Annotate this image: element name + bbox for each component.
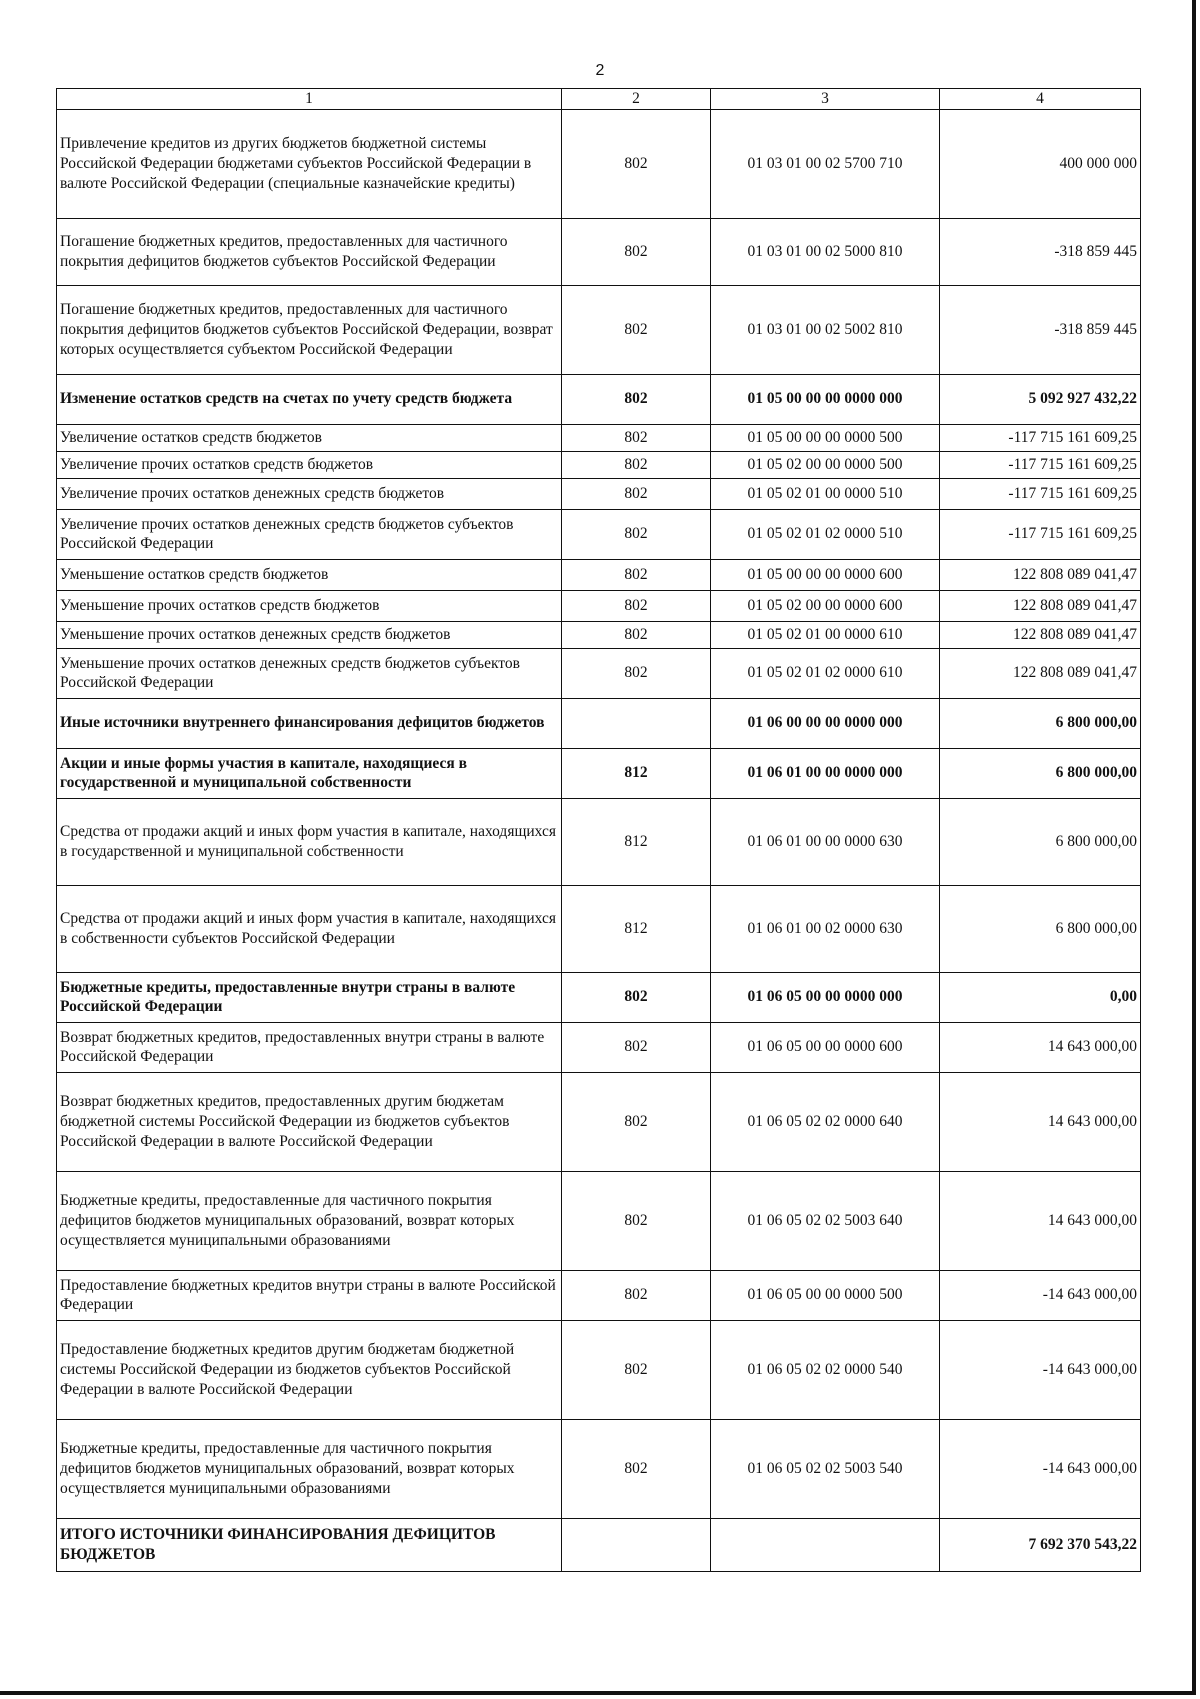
row-amount: -14 643 000,00: [940, 1320, 1141, 1419]
table-total-row: [57, 1518, 1141, 1571]
row-admin-code: 802: [562, 285, 711, 374]
row-budget-code: 01 06 05 00 00 0000 000: [711, 972, 940, 1022]
row-name: Возврат бюджетных кредитов, предоставленных другим бюджетам бюджетной системы Российской Федерации из бюджетов субъектов Российской Федерации в валюте Российской Федерации: [57, 1072, 562, 1171]
table-row: [57, 451, 1141, 478]
row-name: Бюджетные кредиты, предоставленные для частичного покрытия дефицитов бюджетов муниципальных образований, возврат которых осуществляется муниципальными образованиями: [57, 1171, 562, 1270]
row-amount: -14 643 000,00: [940, 1419, 1141, 1518]
table-row: [57, 285, 1141, 374]
row-admin-code: 812: [562, 798, 711, 885]
row-budget-code: 01 05 02 01 00 0000 510: [711, 478, 940, 509]
row-admin-code: 802: [562, 559, 711, 590]
row-admin-code: 802: [562, 1419, 711, 1518]
row-name: Уменьшение остатков средств бюджетов: [57, 559, 562, 590]
row-budget-code: 01 05 02 01 00 0000 610: [711, 621, 940, 648]
row-budget-code: 01 06 01 00 02 0000 630: [711, 885, 940, 972]
row-name: Бюджетные кредиты, предоставленные для частичного покрытия дефицитов бюджетов муниципальных образований, возврат которых осуществляется муниципальными образованиями: [57, 1419, 562, 1518]
row-admin-code: 802: [562, 1270, 711, 1320]
row-budget-code: 01 06 05 02 02 0000 640: [711, 1072, 940, 1171]
row-name: ИТОГО ИСТОЧНИКИ ФИНАНСИРОВАНИЯ ДЕФИЦИТОВ БЮДЖЕТОВ: [57, 1518, 562, 1571]
row-admin-code: 802: [562, 1072, 711, 1171]
row-budget-code: 01 03 01 00 02 5002 810: [711, 285, 940, 374]
column-header-amount: 4: [940, 89, 1141, 110]
row-budget-code: 01 05 02 01 02 0000 510: [711, 509, 940, 559]
row-name: Погашение бюджетных кредитов, предоставленных для частичного покрытия дефицитов бюджетов субъектов Российской Федерации, возврат которых осуществляется субъектом Российской Федерации: [57, 285, 562, 374]
table-header-row: [57, 89, 1141, 110]
row-name: Уменьшение прочих остатков денежных средств бюджетов субъектов Российской Федерации: [57, 648, 562, 698]
row-name: Средства от продажи акций и иных форм участия в капитале, находящихся в собственности субъектов Российской Федерации: [57, 885, 562, 972]
row-amount: -117 715 161 609,25: [940, 509, 1141, 559]
table-row: [57, 1171, 1141, 1270]
row-name: Акции и иные формы участия в капитале, находящиеся в государственной и муниципальной собственности: [57, 748, 562, 798]
row-budget-code: 01 05 02 01 02 0000 610: [711, 648, 940, 698]
row-amount: -117 715 161 609,25: [940, 424, 1141, 451]
table-row: [57, 424, 1141, 451]
column-header-admin: 2: [562, 89, 711, 110]
row-name: Уменьшение прочих остатков средств бюджетов: [57, 590, 562, 621]
table-row: [57, 648, 1141, 698]
table-row: [57, 509, 1141, 559]
row-amount: 122 808 089 041,47: [940, 559, 1141, 590]
row-budget-code: 01 05 00 00 00 0000 000: [711, 374, 940, 424]
row-budget-code: 01 06 05 02 02 5003 540: [711, 1419, 940, 1518]
row-admin-code: 802: [562, 621, 711, 648]
row-budget-code: 01 05 02 00 00 0000 500: [711, 451, 940, 478]
row-admin-code: 802: [562, 1320, 711, 1419]
table-row: [57, 798, 1141, 885]
row-name: Увеличение прочих остатков денежных средств бюджетов: [57, 478, 562, 509]
page-number: 2: [595, 62, 605, 79]
row-amount: 122 808 089 041,47: [940, 648, 1141, 698]
row-amount: -14 643 000,00: [940, 1270, 1141, 1320]
row-admin-code: 802: [562, 218, 711, 285]
row-name: Погашение бюджетных кредитов, предоставленных для частичного покрытия дефицитов бюджетов субъектов Российской Федерации: [57, 218, 562, 285]
row-name: Привлечение кредитов из других бюджетов бюджетной системы Российской Федерации бюджетами субъектов Российской Федерации в валюте Российской Федерации (специальные казначейские кредиты): [57, 109, 562, 218]
row-budget-code: 01 05 02 00 00 0000 600: [711, 590, 940, 621]
row-name: Увеличение прочих остатков денежных средств бюджетов субъектов Российской Федерации: [57, 509, 562, 559]
row-budget-code: 01 05 00 00 00 0000 600: [711, 559, 940, 590]
table-row: [57, 972, 1141, 1022]
row-admin-code: 812: [562, 885, 711, 972]
row-budget-code: 01 06 05 02 02 0000 540: [711, 1320, 940, 1419]
row-admin-code: [562, 1518, 711, 1571]
row-name: Уменьшение прочих остатков денежных средств бюджетов: [57, 621, 562, 648]
row-name: Предоставление бюджетных кредитов внутри страны в валюте Российской Федерации: [57, 1270, 562, 1320]
row-amount: -117 715 161 609,25: [940, 451, 1141, 478]
row-name: Возврат бюджетных кредитов, предоставленных внутри страны в валюте Российской Федерации: [57, 1022, 562, 1072]
row-admin-code: 802: [562, 424, 711, 451]
row-budget-code: [711, 1518, 940, 1571]
row-admin-code: 802: [562, 509, 711, 559]
row-amount: -318 859 445: [940, 285, 1141, 374]
table-row: [57, 621, 1141, 648]
table-row: [57, 1022, 1141, 1072]
row-budget-code: 01 06 05 00 00 0000 600: [711, 1022, 940, 1072]
row-budget-code: 01 03 01 00 02 5700 710: [711, 109, 940, 218]
row-name: Средства от продажи акций и иных форм участия в капитале, находящихся в государственной и муниципальной собственности: [57, 798, 562, 885]
row-amount: 14 643 000,00: [940, 1022, 1141, 1072]
row-amount: 122 808 089 041,47: [940, 621, 1141, 648]
row-amount: 14 643 000,00: [940, 1072, 1141, 1171]
column-header-name: 1: [57, 89, 562, 110]
table-row: [57, 698, 1141, 748]
row-name: Изменение остатков средств на счетах по учету средств бюджета: [57, 374, 562, 424]
row-admin-code: [562, 698, 711, 748]
row-budget-code: 01 06 01 00 00 0000 630: [711, 798, 940, 885]
financing-sources-table: [56, 88, 1141, 1572]
table-row: [57, 590, 1141, 621]
row-budget-code: 01 06 01 00 00 0000 000: [711, 748, 940, 798]
row-budget-code: 01 06 05 00 00 0000 500: [711, 1270, 940, 1320]
row-name: Иные источники внутреннего финансирования дефицитов бюджетов: [57, 698, 562, 748]
row-admin-code: 802: [562, 451, 711, 478]
row-admin-code: 802: [562, 1022, 711, 1072]
row-amount: 5 092 927 432,22: [940, 374, 1141, 424]
table-row: [57, 1270, 1141, 1320]
row-amount: 14 643 000,00: [940, 1171, 1141, 1270]
row-name: Увеличение прочих остатков средств бюджетов: [57, 451, 562, 478]
row-admin-code: 802: [562, 972, 711, 1022]
table-row: [57, 1072, 1141, 1171]
row-amount: -318 859 445: [940, 218, 1141, 285]
row-amount: 6 800 000,00: [940, 748, 1141, 798]
row-budget-code: 01 06 00 00 00 0000 000: [711, 698, 940, 748]
table-row: [57, 109, 1141, 218]
row-amount: 7 692 370 543,22: [940, 1518, 1141, 1571]
row-name: Увеличение остатков средств бюджетов: [57, 424, 562, 451]
row-amount: 400 000 000: [940, 109, 1141, 218]
row-admin-code: 802: [562, 374, 711, 424]
table-row: [57, 1419, 1141, 1518]
row-amount: 122 808 089 041,47: [940, 590, 1141, 621]
column-header-code: 3: [711, 89, 940, 110]
table-row: [57, 885, 1141, 972]
table-row: [57, 1320, 1141, 1419]
row-amount: 0,00: [940, 972, 1141, 1022]
row-amount: 6 800 000,00: [940, 798, 1141, 885]
table-row: [57, 374, 1141, 424]
row-admin-code: 802: [562, 478, 711, 509]
row-admin-code: 802: [562, 1171, 711, 1270]
row-amount: -117 715 161 609,25: [940, 478, 1141, 509]
row-budget-code: 01 03 01 00 02 5000 810: [711, 218, 940, 285]
row-budget-code: 01 06 05 02 02 5003 640: [711, 1171, 940, 1270]
row-admin-code: 802: [562, 109, 711, 218]
row-amount: 6 800 000,00: [940, 885, 1141, 972]
row-admin-code: 812: [562, 748, 711, 798]
row-name: Предоставление бюджетных кредитов другим бюджетам бюджетной системы Российской Федерации из бюджетов субъектов Российской Федерации в валюте Российской Федерации: [57, 1320, 562, 1419]
row-amount: 6 800 000,00: [940, 698, 1141, 748]
table-row: [57, 218, 1141, 285]
row-admin-code: 802: [562, 590, 711, 621]
row-name: Бюджетные кредиты, предоставленные внутри страны в валюте Российской Федерации: [57, 972, 562, 1022]
table-row: [57, 478, 1141, 509]
row-admin-code: 802: [562, 648, 711, 698]
table-row: [57, 559, 1141, 590]
row-budget-code: 01 05 00 00 00 0000 500: [711, 424, 940, 451]
table-row: [57, 748, 1141, 798]
